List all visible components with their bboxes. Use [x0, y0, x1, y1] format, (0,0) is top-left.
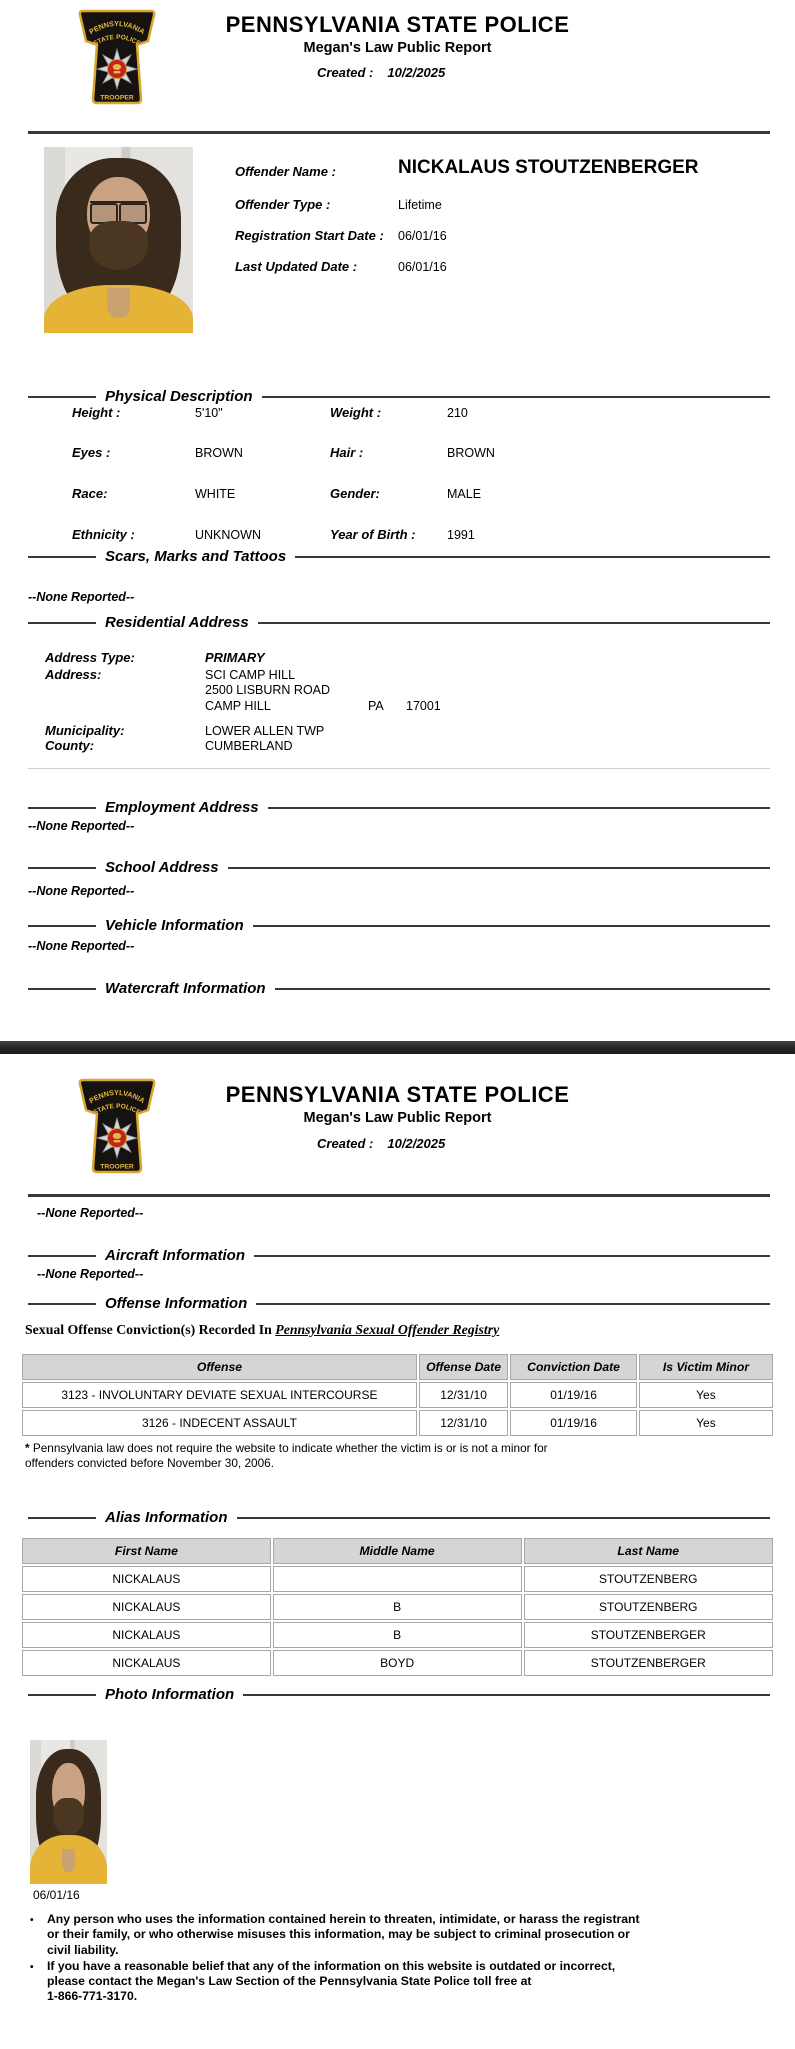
last-updated-value: 06/01/16	[398, 260, 447, 274]
section-offense-information	[28, 1295, 770, 1312]
report-subtitle: Megan's Law Public Report	[303, 1110, 492, 1126]
middle-name-cell: BOYD	[273, 1650, 522, 1676]
section-title: School Address	[105, 859, 219, 876]
address-label: Address:	[45, 667, 102, 682]
middle-name-cell: B	[273, 1622, 522, 1648]
logo-arc-text-1: PENNSYLVANIA	[87, 18, 147, 37]
bullet-icon: •	[30, 1961, 34, 1973]
section-title: Scars, Marks and Tattoos	[105, 548, 287, 565]
disclaimer-line: If you have a reasonable belief that any of the information on this website is outdated or incorrect,	[47, 1958, 616, 1973]
offense-footnote	[25, 1441, 725, 1471]
logo-arc-text-1: PENNSYLVANIA	[87, 1087, 147, 1106]
col-is-victim-minor: Is Victim Minor	[639, 1354, 773, 1380]
height-label: Height :	[72, 405, 121, 420]
registration-start-value: 06/01/16	[398, 229, 447, 243]
address-state: PA	[368, 699, 384, 713]
logo-arc-text-2: STATE POLICE	[92, 33, 142, 48]
col-middle-name: Middle Name	[273, 1538, 522, 1564]
disclaimer-line: 1-866-771-3170.	[47, 1989, 138, 2004]
offense-caption-prefix: Sexual Offense Conviction(s) Recorded In	[25, 1322, 276, 1337]
section-photo-information	[28, 1686, 770, 1703]
middle-name-cell	[273, 1566, 522, 1592]
section-divider	[28, 768, 770, 769]
photo-date: 06/01/16	[33, 1888, 80, 1902]
disclaimer-bullet	[30, 1959, 750, 2005]
aircraft-none-reported: --None Reported--	[37, 1267, 144, 1281]
created-label: Created :	[317, 1136, 374, 1151]
offender-name-label: Offender Name :	[235, 164, 336, 179]
last-name-cell: STOUTZENBERGER	[524, 1650, 774, 1676]
scars-none-reported: --None Reported--	[28, 590, 135, 604]
section-employment-address	[28, 799, 770, 816]
glasses	[90, 201, 147, 220]
badge-crest-icon	[113, 64, 121, 70]
created-label: Created :	[317, 65, 374, 80]
offense-table-caption	[25, 1322, 499, 1338]
logo-banner-text: TROOPER	[100, 94, 134, 102]
hair-value: BROWN	[447, 446, 495, 460]
last-name-cell: STOUTZENBERG	[524, 1566, 774, 1592]
first-name-cell: NICKALAUS	[22, 1622, 271, 1648]
offender-photo	[44, 147, 193, 333]
registration-start-label: Registration Start Date :	[235, 228, 384, 243]
address-type-label: Address Type:	[45, 650, 135, 665]
section-title: Physical Description	[105, 388, 253, 405]
first-name-cell: NICKALAUS	[22, 1594, 271, 1620]
offense-cell: 3126 - INDECENT ASSAULT	[22, 1410, 417, 1436]
header-divider	[28, 1194, 770, 1197]
registrant-photo	[30, 1740, 107, 1884]
created-date: 10/2/2025	[387, 1136, 446, 1151]
height-value: 5'10"	[195, 406, 223, 420]
address-line-1: SCI CAMP HILL	[205, 668, 296, 682]
page-separator	[0, 1041, 795, 1054]
disclaimer-line: civil liability.	[47, 1942, 119, 1957]
victim-minor-cell: Yes	[639, 1382, 773, 1408]
gender-label: Gender:	[330, 486, 380, 501]
alias-table	[20, 1536, 775, 1678]
last-name-cell: STOUTZENBERG	[524, 1594, 774, 1620]
section-title: Vehicle Information	[105, 917, 244, 934]
first-name-cell: NICKALAUS	[22, 1650, 271, 1676]
eyes-value: BROWN	[195, 446, 243, 460]
registry-link[interactable]: Pennsylvania Sexual Offender Registry	[275, 1322, 500, 1337]
conviction-date-cell: 01/19/16	[510, 1410, 637, 1436]
section-watercraft-information	[28, 980, 770, 997]
created-line	[317, 65, 445, 80]
offense-date-cell: 12/31/10	[419, 1410, 508, 1436]
offender-type-label: Offender Type :	[235, 197, 331, 212]
disclaimer-line: Any person who uses the information contained herein to threaten, intimidate, or harass the registrant	[47, 1912, 640, 1926]
badge-crest-icon	[113, 1133, 121, 1139]
middle-name-cell: B	[273, 1594, 522, 1620]
footnote-line: Pennsylvania law does not require the website to indicate whether the victim is or is not a minor for	[29, 1441, 548, 1455]
col-last-name: Last Name	[524, 1538, 774, 1564]
offense-row	[22, 1382, 773, 1408]
weight-value: 210	[447, 406, 468, 420]
offense-table	[20, 1352, 775, 1438]
municipality-value: LOWER ALLEN TWP	[205, 724, 325, 738]
employment-none-reported: --None Reported--	[28, 819, 135, 833]
disclaimer-line: or their family, or who otherwise misuses this information, may be subject to criminal prosecution or	[47, 1927, 630, 1942]
section-residential-address	[28, 614, 770, 631]
section-vehicle-information	[28, 917, 770, 934]
created-line	[317, 1136, 445, 1151]
hair-label: Hair :	[330, 445, 364, 460]
disclaimer-bullet	[30, 1912, 750, 1958]
last-name-cell: STOUTZENBERGER	[524, 1622, 774, 1648]
bullet-icon: •	[30, 1915, 34, 1926]
year-of-birth-label: Year of Birth :	[330, 527, 416, 542]
section-scars-marks-tattoos	[28, 548, 770, 565]
offender-name-value: NICKALAUS STOUTZENBERGER	[398, 157, 699, 178]
section-title: Watercraft Information	[105, 980, 266, 997]
county-label: County:	[45, 738, 95, 753]
section-physical-description	[28, 388, 770, 405]
header-divider	[28, 131, 770, 134]
year-of-birth-value: 1991	[447, 528, 475, 542]
address-line-2: 2500 LISBURN ROAD	[205, 683, 331, 697]
disclaimer-line: please contact the Megan's Law Section of the Pennsylvania State Police toll free at	[47, 1974, 532, 1989]
weight-label: Weight :	[330, 405, 382, 420]
address-city: CAMP HILL	[205, 699, 271, 713]
conviction-date-cell: 01/19/16	[510, 1382, 637, 1408]
race-value: WHITE	[195, 487, 236, 501]
gender-value: MALE	[447, 487, 482, 501]
ethnicity-value: UNKNOWN	[195, 528, 261, 542]
col-offense-date: Offense Date	[419, 1354, 508, 1380]
ethnicity-label: Ethnicity :	[72, 527, 135, 542]
page-title: PENNSYLVANIA STATE POLICE	[225, 1082, 570, 1107]
victim-minor-cell: Yes	[639, 1410, 773, 1436]
section-title: Alias Information	[105, 1509, 228, 1526]
offense-date-cell: 12/31/10	[419, 1382, 508, 1408]
footer-disclaimers	[30, 1912, 750, 2006]
section-aircraft-information	[28, 1247, 770, 1264]
section-school-address	[28, 859, 770, 876]
school-none-reported: --None Reported--	[28, 884, 135, 898]
alias-row	[22, 1650, 773, 1676]
col-conviction-date: Conviction Date	[510, 1354, 637, 1380]
alias-table-header-row	[22, 1538, 773, 1564]
logo-arc-text-2: STATE POLICE	[92, 1102, 142, 1117]
alias-row	[22, 1594, 773, 1620]
municipality-label: Municipality:	[45, 723, 125, 738]
eyes-label: Eyes :	[72, 445, 111, 460]
col-offense: Offense	[22, 1354, 417, 1380]
col-first-name: First Name	[22, 1538, 271, 1564]
section-title: Photo Information	[105, 1686, 235, 1703]
address-type-value: PRIMARY	[205, 650, 265, 665]
offense-row	[22, 1410, 773, 1436]
section-alias-information	[28, 1509, 770, 1526]
page-title: PENNSYLVANIA STATE POLICE	[225, 12, 570, 37]
last-updated-label: Last Updated Date :	[235, 259, 358, 274]
section-title: Aircraft Information	[105, 1247, 246, 1264]
section-title: Employment Address	[105, 799, 259, 816]
created-date: 10/2/2025	[387, 65, 446, 80]
vehicle-none-reported: --None Reported--	[28, 939, 135, 953]
alias-row	[22, 1566, 773, 1592]
section-title: Offense Information	[105, 1295, 248, 1312]
logo-banner-text: TROOPER	[100, 1163, 134, 1171]
first-name-cell: NICKALAUS	[22, 1566, 271, 1592]
race-label: Race:	[72, 486, 108, 501]
offense-table-header-row	[22, 1354, 773, 1380]
address-zip: 17001	[406, 699, 441, 713]
footnote-line: offenders convicted before November 30, 2006.	[25, 1456, 274, 1470]
offense-cell: 3123 - INVOLUNTARY DEVIATE SEXUAL INTERCOURSE	[22, 1382, 417, 1408]
offender-type-value: Lifetime	[398, 198, 442, 212]
section-title: Residential Address	[105, 614, 249, 631]
alias-row	[22, 1622, 773, 1648]
report-subtitle: Megan's Law Public Report	[303, 40, 492, 56]
county-value: CUMBERLAND	[205, 739, 293, 753]
footnote-asterisk: *	[25, 1441, 30, 1455]
watercraft-none-reported: --None Reported--	[37, 1206, 144, 1220]
